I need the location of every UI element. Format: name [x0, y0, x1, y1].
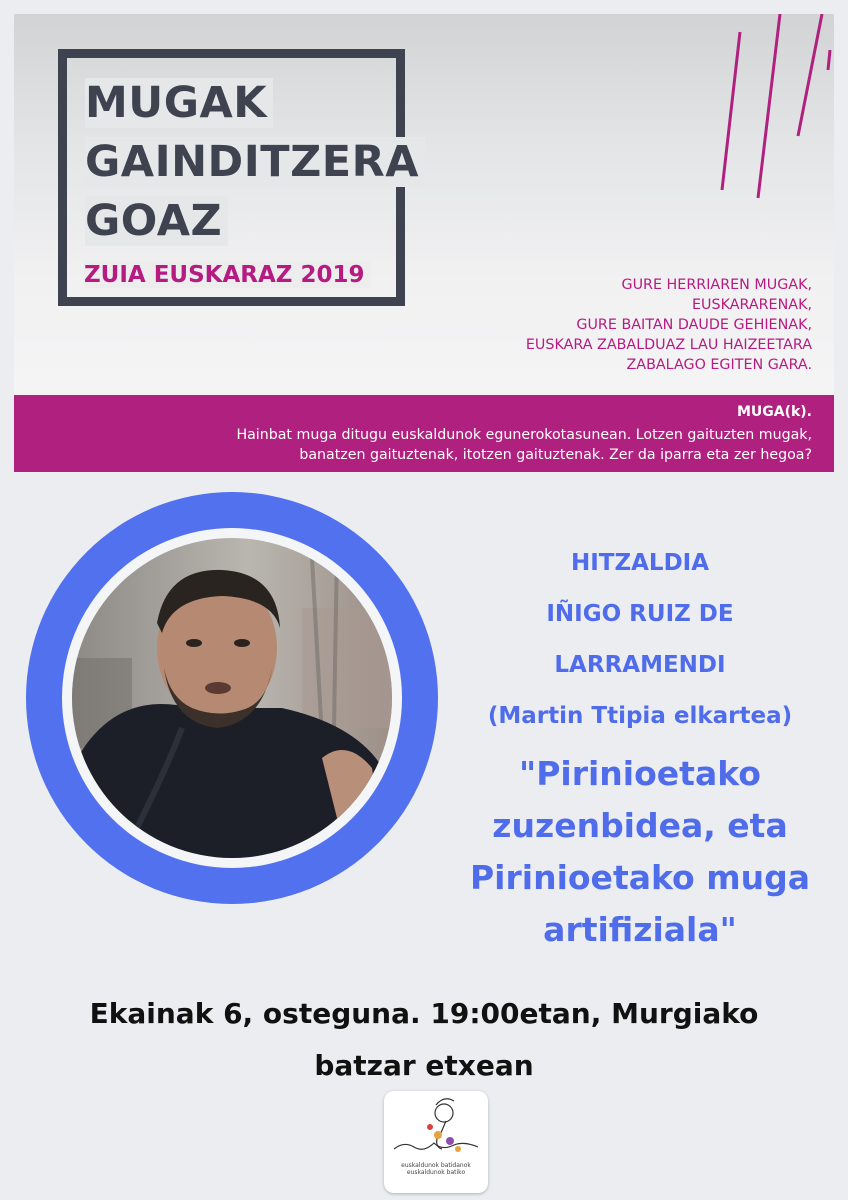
poem-line: EUSKARA ZABALDUAZ LAU HAIZEETARA — [525, 337, 812, 353]
band-text — [236, 425, 812, 465]
speaker-organization: (Martin Ttipia elkartea) — [487, 703, 793, 729]
photo-ring-inner — [62, 528, 402, 868]
talk-info — [440, 538, 840, 956]
organizer-logo — [384, 1091, 488, 1193]
talk-title — [440, 748, 840, 956]
speaker-name-2: LARRAMENDI — [554, 652, 726, 678]
poem-line: GURE HERRIAREN MUGAK, — [621, 277, 812, 293]
title-line-2: GAINDITZERA — [85, 137, 425, 187]
talk-title-line: Pirinioetako muga — [470, 858, 810, 897]
event-details — [30, 988, 818, 1092]
photo-ring — [26, 492, 438, 904]
logo-caption-line: euskaldunok batiko — [406, 1169, 466, 1176]
logo-caption-line: euskaldunok batidanok — [401, 1162, 471, 1169]
talk-title-line: zuzenbidea, eta — [492, 806, 788, 845]
title-line-3: GOAZ — [85, 196, 228, 246]
logo-figure-icon — [384, 1091, 488, 1161]
speaker-photo — [72, 538, 392, 858]
poem-line: GURE BAITAN DAUDE GEHIENAK, — [576, 317, 812, 333]
event-date-line: Ekainak 6, osteguna. 19:00etan, Murgiako — [89, 997, 759, 1030]
poem-line: ZABALAGO EGITEN GARA. — [626, 357, 812, 373]
decorative-slashes — [700, 14, 834, 204]
talk-title-line: "Pirinioetako — [519, 754, 761, 793]
band-line: Hainbat muga ditugu euskaldunok egunerokotasunean. Lotzen gaituzten mugak, — [236, 427, 812, 443]
poem-line: EUSKARARENAK, — [692, 297, 812, 313]
muga-band — [14, 395, 834, 472]
talk-heading: HITZALDIA — [570, 550, 710, 576]
poem — [526, 275, 812, 375]
band-line: banatzen gaituztenak, itotzen gaituztenak. Zer da iparra eta zer hegoa? — [299, 447, 812, 463]
talk-title-line: artifiziala" — [543, 910, 737, 949]
title-line-1: MUGAK — [85, 78, 273, 128]
logo-caption — [388, 1162, 484, 1176]
event-place-line: batzar etxean — [314, 1049, 534, 1082]
speaker-name-1: IÑIGO RUIZ DE — [546, 601, 734, 627]
subtitle: ZUIA EUSKARAZ 2019 — [84, 262, 371, 288]
band-title: MUGA(k). — [736, 404, 812, 420]
